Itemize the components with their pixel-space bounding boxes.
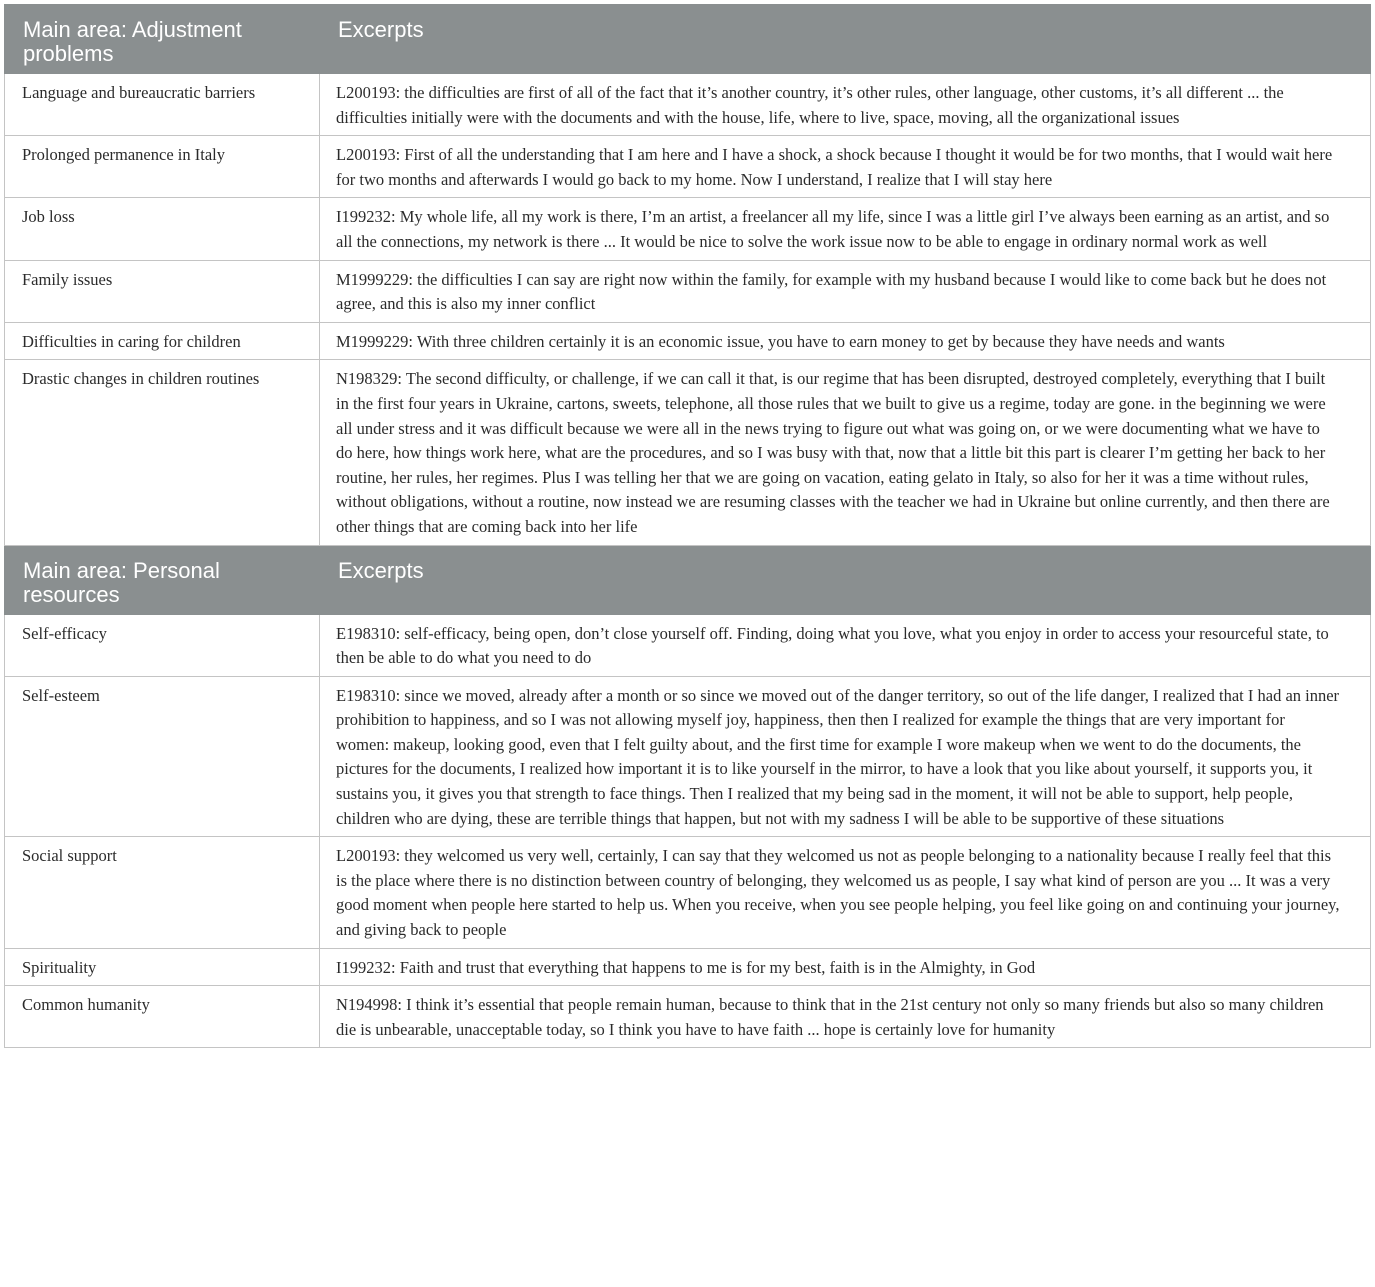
table-row — [5, 360, 1371, 545]
excerpts-table — [4, 4, 1371, 1048]
table-row — [5, 676, 1371, 837]
excerpt-cell: L200193: First of all the understanding that I am here and I have a shock, a shock because I thought it would be for two months, that I would wait here for two months and afterwards I would go back to my home. Now I understand, I realize that I will stay here — [320, 136, 1371, 198]
table-row — [5, 948, 1371, 986]
theme-cell: Self-efficacy — [5, 614, 320, 676]
theme-cell: Social support — [5, 837, 320, 948]
theme-cell: Self-esteem — [5, 676, 320, 837]
excerpt-cell: N194998: I think it’s essential that people remain human, because to think that in the 21st century not only so many friends but also so many children die is unbearable, unacceptable today, so I think you have to have faith ... hope is certainly love for humanity — [320, 986, 1371, 1048]
excerpt-cell: E198310: self-efficacy, being open, don’t close yourself off. Finding, doing what you love, what you enjoy in order to access your resourceful state, to then be able to do what you need to do — [320, 614, 1371, 676]
table-row — [5, 198, 1371, 260]
excerpt-cell: L200193: they welcomed us very well, certainly, I can say that they welcomed us not as people belonging to a nationality because I really feel that this is the place where there is no distinction between country of belonging, they welcomed us as people, I say what kind of person are you ... It was a very good moment when people here started to help us. When you receive, when you see people helping, you feel like going on and continuing your journey, and giving back to people — [320, 837, 1371, 948]
theme-cell: Spirituality — [5, 948, 320, 986]
excerpt-cell: L200193: the difficulties are first of all of the fact that it’s another country, it’s other rules, other language, other customs, it’s all different ... the difficulties initially were with the documents and with the house, life, where to live, space, moving, all the organizational issues — [320, 74, 1371, 136]
theme-cell: Family issues — [5, 260, 320, 322]
table-row — [5, 74, 1371, 136]
excerpts-header: Excerpts — [320, 5, 1371, 74]
main-area-header: Main area: Personal resources — [5, 545, 320, 614]
excerpt-cell: I199232: My whole life, all my work is there, I’m an artist, a freelancer all my life, since I was a little girl I’ve always been earning as an artist, and so all the connections, my network is there ... It would be nice to solve the work issue now to be able to engage in ordinary normal work as well — [320, 198, 1371, 260]
table-row — [5, 837, 1371, 948]
table-row — [5, 986, 1371, 1048]
main-area-header: Main area: Adjustment problems — [5, 5, 320, 74]
section-header-row — [5, 5, 1371, 74]
table-row — [5, 136, 1371, 198]
excerpt-cell: M1999229: With three children certainly it is an economic issue, you have to earn money to get by because they have needs and wants — [320, 322, 1371, 360]
excerpt-cell: M1999229: the difficulties I can say are right now within the family, for example with my husband because I would like to come back but he does not agree, and this is also my inner conflict — [320, 260, 1371, 322]
excerpt-cell: I199232: Faith and trust that everything that happens to me is for my best, faith is in the Almighty, in God — [320, 948, 1371, 986]
section-header-row — [5, 545, 1371, 614]
theme-cell: Common humanity — [5, 986, 320, 1048]
theme-cell: Job loss — [5, 198, 320, 260]
table-row — [5, 260, 1371, 322]
theme-cell: Drastic changes in children routines — [5, 360, 320, 545]
theme-cell: Prolonged permanence in Italy — [5, 136, 320, 198]
table-row — [5, 614, 1371, 676]
table-row — [5, 322, 1371, 360]
excerpt-cell: E198310: since we moved, already after a month or so since we moved out of the danger territory, so out of the life danger, I realized that I had an inner prohibition to happiness, and so I was not allowing myself joy, happiness, then then I realized for example the things that are very important for women: makeup, looking good, even that I felt guilty about, and the first time for example I wore makeup when we went to do the documents, the pictures for the documents, I realized how important it is to like yourself in the mirror, to have a look that you like about yourself, it supports you, it sustains you, it gives you that strength to face things. Then I realized that my being sad in the moment, it will not be able to support, help people, children who are dying, these are terrible things that happen, but not with my sadness I will be able to be supportive of these situations — [320, 676, 1371, 837]
theme-cell: Difficulties in caring for children — [5, 322, 320, 360]
excerpt-cell: N198329: The second difficulty, or challenge, if we can call it that, is our regime that has been disrupted, destroyed completely, everything that I built in the first four years in Ukraine, cartons, sweets, telephone, all those rules that we built to give us a regime, today are gone. in the beginning we were all under stress and it was difficult because we were all in the news trying to figure out what was going on, or we were documenting what we have to do here, how things work here, what are the procedures, and so I was busy with that, now that a little bit this part is clearer I’m getting her back to her routine, her rules, her regimes. Plus I was telling her that we are going on vacation, eating gelato in Italy, so also for her it was a time without rules, without obligations, without a routine, now instead we are resuming classes with the teacher we had in Ukraine but online currently, and then there are other things that are coming back into her life — [320, 360, 1371, 545]
excerpts-header: Excerpts — [320, 545, 1371, 614]
theme-cell: Language and bureaucratic barriers — [5, 74, 320, 136]
